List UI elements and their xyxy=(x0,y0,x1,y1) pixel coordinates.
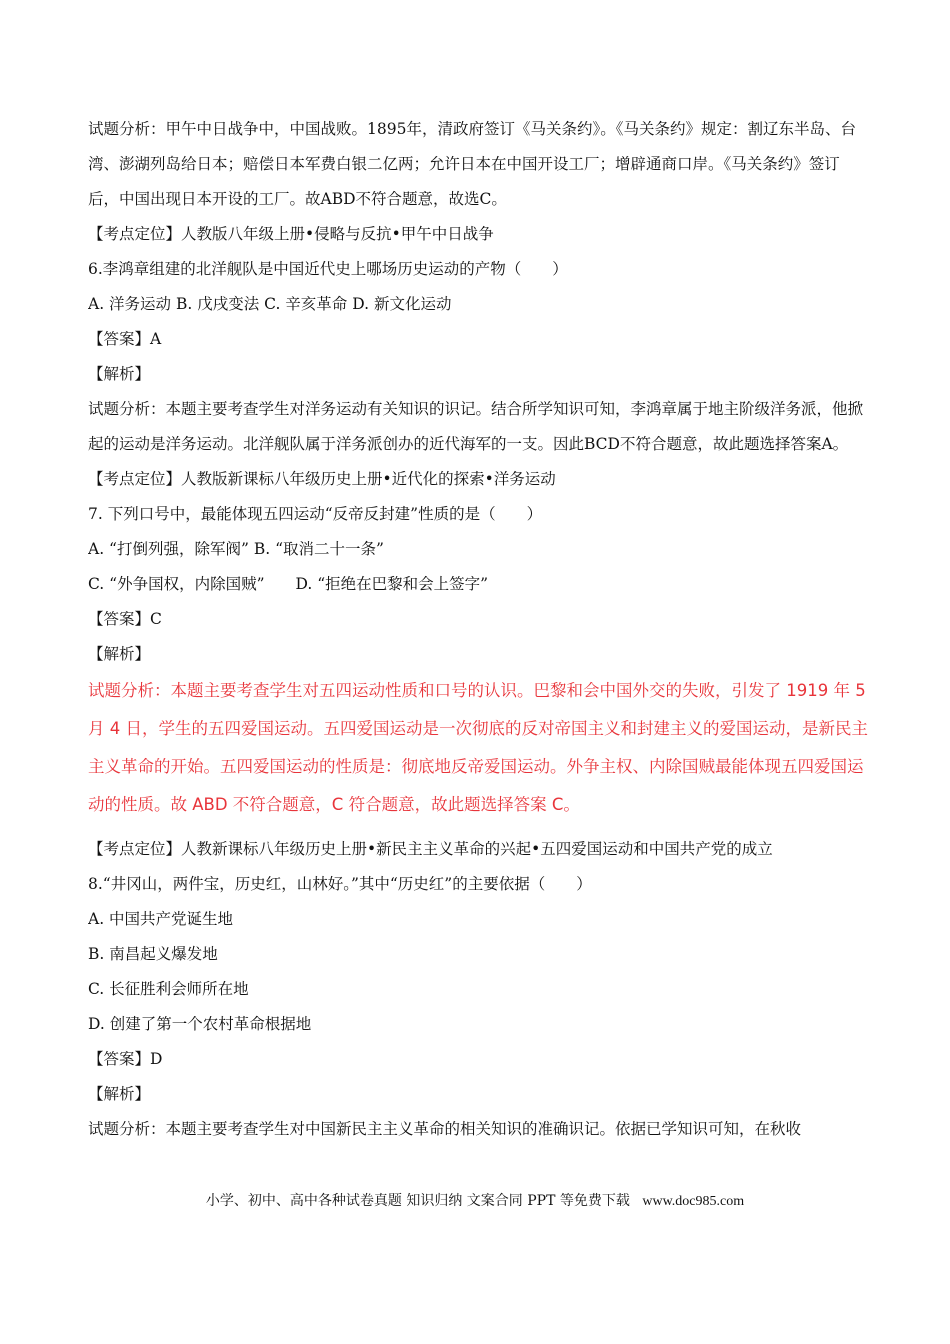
q7-analysis-highlighted: 试题分析：本题主要考查学生对五四运动性质和口号的认识。巴黎和会中国外交的失败，引发了 1919 年 5 月 4 日，学生的五四爱国运动。五四爱国运动是一次彻底的反对帝国主义和封建主义的爱国运动，是新民主主义革命的开始。五四爱国运动的性质是：彻底地反帝爱国运动。外争主权、内除国贼最能体现五四爱国运动的性质。故 ABD 不符合题意，C 符合题意，故此题选择答案 C。 xyxy=(88,681,868,814)
q6-stem: 6.李鸿章组建的北洋舰队是中国近代史上哪场历史运动的产物（ ） xyxy=(88,260,568,278)
q5-kaodian: 【考点定位】人教版八年级上册•侵略与反抗•甲午中日战争 xyxy=(88,225,494,243)
q7-kaodian: 【考点定位】人教新课标八年级历史上册•新民主主义革命的兴起•五四爱国运动和中国共产党的成立 xyxy=(88,840,773,858)
q8-option-b: B. 南昌起义爆发地 xyxy=(88,945,218,963)
q6-kaodian: 【考点定位】人教版新课标八年级历史上册•近代化的探索•洋务运动 xyxy=(88,470,556,488)
q6-analysis: 试题分析：本题主要考查学生对洋务运动有关知识的识记。结合所学知识可知，李鸿章属于地主阶级洋务派，他掀起的运动是洋务运动。北洋舰队属于洋务派创办的近代海军的一支。因此BCD不符合题意，故此题选择答案A。 xyxy=(88,400,864,453)
q5-analysis: 试题分析：甲午中日战争中，中国战败。1895年，清政府签订《马关条约》。《马关条约》规定：割辽东半岛、台湾、澎湖列岛给日本；赔偿日本军费白银二亿两；允许日本在中国开设工厂；增辟通商口岸。《马关条约》签订后，中国出现日本开设的工厂。故ABD不符合题意，故选C。 xyxy=(88,120,856,208)
q7-stem: 7. 下列口号中，最能体现五四运动“反帝反封建”性质的是（ ） xyxy=(88,505,543,523)
footer-url[interactable]: www.doc985.com xyxy=(642,1194,745,1209)
q6-jiexi-heading: 【解析】 xyxy=(88,365,151,383)
page-footer xyxy=(0,1190,950,1210)
document-body xyxy=(88,112,868,1147)
q7-options-cd: C. “外争国权，内除国贼” D. “拒绝在巴黎和会上签字” xyxy=(88,575,489,593)
footer-text: 小学、初中、高中各种试卷真题 知识归纳 文案合同 PPT 等免费下载 xyxy=(205,1193,630,1209)
q8-jiexi-heading: 【解析】 xyxy=(88,1085,151,1103)
q8-option-c: C. 长征胜利会师所在地 xyxy=(88,980,249,998)
q8-option-a: A. 中国共产党诞生地 xyxy=(88,910,234,928)
q7-jiexi-heading: 【解析】 xyxy=(88,645,151,663)
q8-stem: 8.“井冈山，两件宝，历史红，山林好。”其中“历史红”的主要依据（ ） xyxy=(88,875,592,893)
q8-analysis: 试题分析：本题主要考查学生对中国新民主主义革命的相关知识的准确识记。依据已学知识可知，在秋收 xyxy=(88,1120,802,1138)
q6-answer: 【答案】A xyxy=(88,330,162,348)
q8-option-d: D. 创建了第一个农村革命根据地 xyxy=(88,1015,312,1033)
q7-options-ab: A. “打倒列强，除军阀” B. “取消二十一条” xyxy=(88,540,384,558)
q6-options: A. 洋务运动 B. 戊戌变法 C. 辛亥革命 D. 新文化运动 xyxy=(88,295,452,313)
q7-answer: 【答案】C xyxy=(88,610,162,628)
q8-answer: 【答案】D xyxy=(88,1050,163,1068)
